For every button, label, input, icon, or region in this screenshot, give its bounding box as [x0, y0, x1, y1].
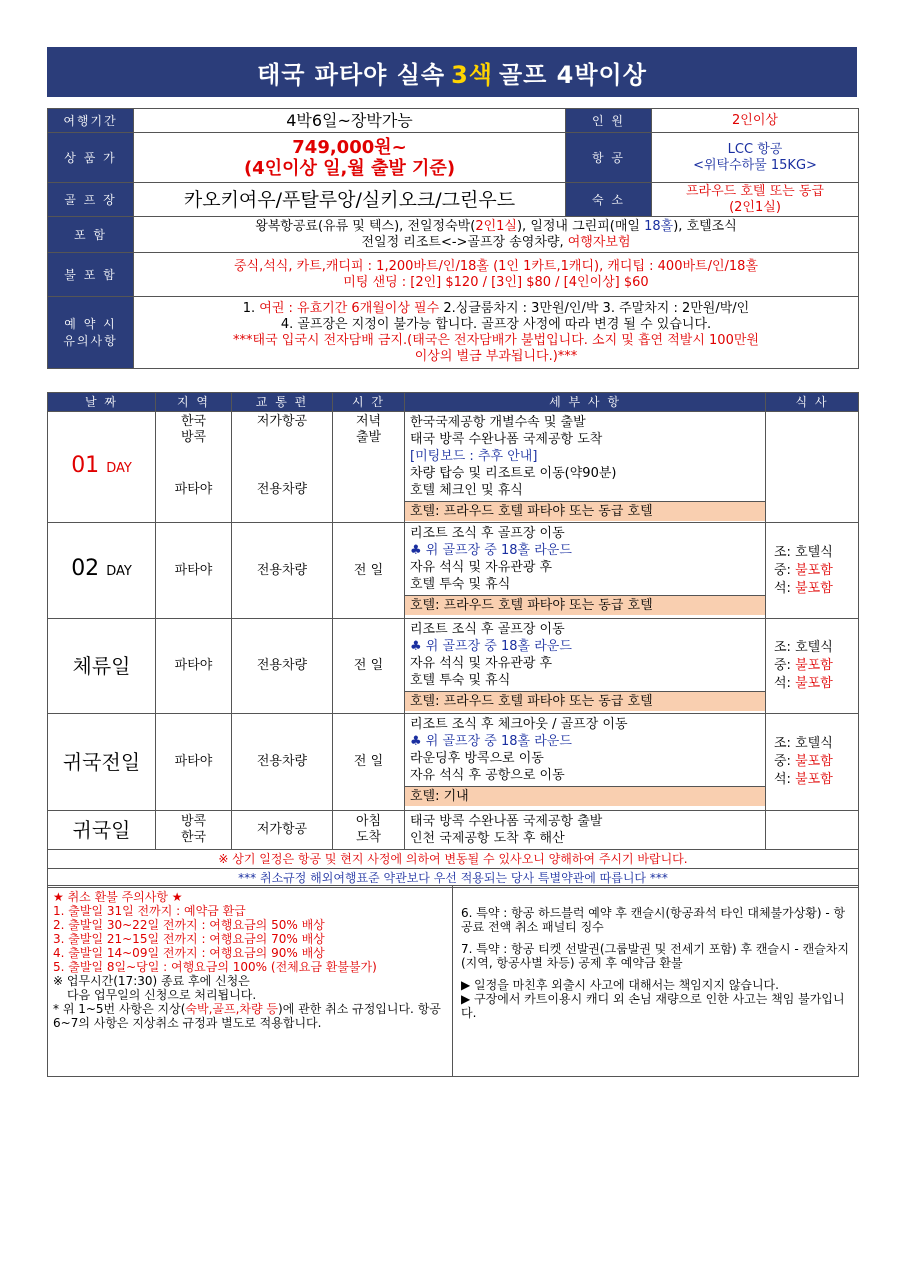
day1-detail: 한국국제공항 개별수속 및 출발 태국 방콕 수완나폼 국제공항 도착 [미팅보드 : 추후 안내] 차량 탑승 및 리조트로 이동(약90분) 호텔 체크인 및 휴식 호텔: 프라우드 호텔 파타야 또는 동급 호텔 [405, 412, 766, 523]
day4-meal: 조: 호텔식 중: 불포함 석: 불포함 [766, 714, 859, 811]
title-highlight: 3색 [451, 60, 493, 89]
day-row-2 [48, 523, 859, 619]
air-line2: <위탁수하물 15KG> [693, 157, 817, 173]
include-line2: 전일정 리조트<->골프장 송영차량, 여행자보험 [361, 234, 631, 250]
policy-item-4: 4. 출발일 14~09일 전까지 : 여행요금의 90% 배상 [53, 946, 325, 960]
day3-transport: 전용차량 [232, 619, 333, 714]
day-row-1 [48, 412, 859, 523]
day2-region: 파타야 [156, 523, 232, 619]
office-hours-note: ※ 업무시간(17:30) 종료 후에 신청은 [53, 974, 250, 988]
price-amount: 749,000원~ [292, 136, 407, 158]
title-text-end: 골프 4박이상 [498, 60, 647, 89]
notice-label: 예 약 시 유의사항 [48, 297, 134, 369]
day5-transport: 저가항공 [232, 811, 333, 850]
day3-meal: 조: 호텔식 중: 불포함 석: 불포함 [766, 619, 859, 714]
exclude-line1: 중식,석식, 카트,캐디피 : 1,200바트/인/18홀 (1인 1카트,1캐디), 캐디팁 : 400바트/인/18홀 [233, 258, 759, 274]
day4-label: 귀국전일 [48, 714, 156, 811]
exclude-value [134, 253, 859, 297]
policy-item-7: 7. 특약 : 항공 티켓 선발권(그룹발권 및 전세기 포함) 후 캔슬시 - 캔슬차지(지역, 항공사별 차등) 공제 후 예약금 환불 [461, 942, 849, 970]
people-value: 2인이상 [652, 109, 859, 133]
day2-hotel: 호텔: 프라우드 호텔 파타야 또는 동급 호텔 [405, 595, 765, 615]
schedule-table [47, 392, 859, 888]
day5-detail: 태국 방콕 수완나폼 국제공항 출발 인천 국제공항 도착 후 해산 [405, 811, 766, 850]
cancellation-policy [47, 885, 859, 1077]
day3-region: 파타야 [156, 619, 232, 714]
header-meal: 식 사 [766, 393, 859, 412]
hotel-line1: 프라우드 호텔 또는 동급 [686, 183, 824, 199]
day-row-4 [48, 714, 859, 811]
price-condition: (4인이상 일,월 출발 기준) [243, 157, 456, 179]
period-label: 여행기간 [48, 109, 134, 133]
exclude-label: 불 포 함 [48, 253, 134, 297]
day4-time: 전 일 [333, 714, 405, 811]
header-region: 지 역 [156, 393, 232, 412]
day1-time: 저녁 출발 [333, 412, 405, 523]
policy-right [453, 886, 858, 1076]
day4-region: 파타야 [156, 714, 232, 811]
air-label: 항 공 [566, 133, 652, 183]
policy-item-6: 6. 특약 : 항공 하드블럭 예약 후 캔슬시(항공좌석 타인 대체불가상황) - 항공료 전액 취소 패널티 징수 [461, 906, 846, 934]
day4-detail: 리조트 조식 후 체크아웃 / 골프장 이동 ♣ 위 골프장 중 18홀 라운드 라운딩후 방콕으로 이동 자유 석식 후 공항으로 이동 호텔: 기내 [405, 714, 766, 811]
office-hours-note-2: 다음 업무일의 신청으로 처리됩니다. [67, 988, 257, 1002]
air-value [652, 133, 859, 183]
page-title [47, 47, 857, 97]
day2-detail: 리조트 조식 후 골프장 이동 ♣ 위 골프장 중 18홀 라운드 자유 석식 및 자유관광 후 호텔 투숙 및 휴식 호텔: 프라우드 호텔 파타야 또는 동급 호텔 [405, 523, 766, 619]
info-table [47, 108, 859, 369]
day1-hotel: 호텔: 프라우드 호텔 파타야 또는 동급 호텔 [405, 501, 765, 521]
schedule-note: ※ 상기 일정은 항공 및 현지 사정에 의하여 변동될 수 있사오니 양해하여 주시기 바랍니다. [48, 850, 859, 869]
day5-meal [766, 811, 859, 850]
notice-line4: 이상의 벌금 부과됩니다.)*** [414, 348, 578, 364]
header-detail: 세 부 사 항 [405, 393, 766, 412]
notice-line2: 4. 골프장은 지정이 불가능 합니다. 골프장 사정에 따라 변경 될 수 있습니다. [280, 316, 712, 332]
day2-label: 02 DAY [48, 523, 156, 619]
day3-detail: 리조트 조식 후 골프장 이동 ♣ 위 골프장 중 18홀 라운드 자유 석식 및 자유관광 후 호텔 투숙 및 휴식 호텔: 프라우드 호텔 파타야 또는 동급 호텔 [405, 619, 766, 714]
day1-region: 한국 방콕 파타야 [156, 412, 232, 523]
day3-label: 체류일 [48, 619, 156, 714]
golf-value: 카오키여우/푸탈루앙/실키오크/그린우드 [134, 183, 566, 217]
header-date: 날 짜 [48, 393, 156, 412]
hotel-value [652, 183, 859, 217]
price-value [134, 133, 566, 183]
day2-meal: 조: 호텔식 중: 불포함 석: 불포함 [766, 523, 859, 619]
golf-label: 골 프 장 [48, 183, 134, 217]
include-line1: 왕복항공료(유류 및 텍스), 전일정숙박(2인1실), 일정내 그린피(매일 18홀), 호텔조식 [255, 218, 737, 234]
ground-rule-note: * 위 1~5번 사항은 지상(숙박,골프,차량 등)에 관한 취소 규정입니다. 항공 6~7의 사항은 지상취소 규정과 별도로 적용합니다. [53, 1002, 441, 1030]
notice-value [134, 297, 859, 369]
policy-item-1: 1. 출발일 31일 전까지 : 예약금 환급 [53, 904, 246, 918]
day4-transport: 전용차량 [232, 714, 333, 811]
day5-region: 방콕 한국 [156, 811, 232, 850]
price-label: 상 품 가 [48, 133, 134, 183]
day1-transport: 저가항공 전용차량 [232, 412, 333, 523]
header-transport: 교 통 편 [232, 393, 333, 412]
day1-meal [766, 412, 859, 523]
policy-item-2: 2. 출발일 30~22일 전까지 : 여행요금의 50% 배상 [53, 918, 325, 932]
day3-hotel: 호텔: 프라우드 호텔 파타야 또는 동급 호텔 [405, 691, 765, 711]
day5-time: 아침 도착 [333, 811, 405, 850]
day-row-5 [48, 811, 859, 850]
day-row-3 [48, 619, 859, 714]
day4-hotel: 호텔: 기내 [405, 786, 765, 806]
day2-time: 전 일 [333, 523, 405, 619]
cancel-rule-note: *** 취소규정 해외여행표준 약관보다 우선 적용되는 당사 특별약관에 따릅니다 *** [48, 869, 859, 888]
day5-label: 귀국일 [48, 811, 156, 850]
air-line1: LCC 항공 [727, 141, 783, 157]
disclaimer-outing: ▶ 일정을 마친후 외출시 사고에 대해서는 책임지지 않습니다. [461, 978, 779, 992]
period-value: 4박6일~장박가능 [134, 109, 566, 133]
day3-time: 전 일 [333, 619, 405, 714]
hotel-line2: (2인1실) [729, 199, 781, 215]
disclaimer-cart: ▶ 구장에서 카트이용시 캐디 외 손님 재량으로 인한 사고는 책임 불가입니다. [461, 992, 845, 1020]
day1-label: 01 DAY [48, 412, 156, 523]
include-value [134, 217, 859, 253]
exclude-line2: 미팅 샌딩 : [2인] $120 / [3인] $80 / [4인이상] $60 [343, 274, 649, 290]
policy-item-5: 5. 출발일 8일~당일 : 여행요금의 100% (전체요금 환불불가) [53, 960, 377, 974]
day2-transport: 전용차량 [232, 523, 333, 619]
title-text: 태국 파타야 실속 [257, 60, 446, 89]
notice-line3: ***태국 입국시 전자담배 금지.(태국은 전자담배가 불법입니다. 소지 및 흡연 적발시 100만원 [233, 332, 759, 348]
people-label: 인 원 [566, 109, 652, 133]
policy-heading: ★ 취소 환불 주의사항 ★ [53, 890, 183, 904]
policy-item-3: 3. 출발일 21~15일 전까지 : 여행요금의 70% 배상 [53, 932, 325, 946]
hotel-label: 숙 소 [566, 183, 652, 217]
notice-line1: 1. 여권 : 유효기간 6개월이상 필수 2.싱글룸차지 : 3만원/인/박 3. 주말차지 : 2만원/박/인 [242, 300, 750, 316]
include-label: 포 함 [48, 217, 134, 253]
policy-left [48, 886, 453, 1076]
header-time: 시 간 [333, 393, 405, 412]
